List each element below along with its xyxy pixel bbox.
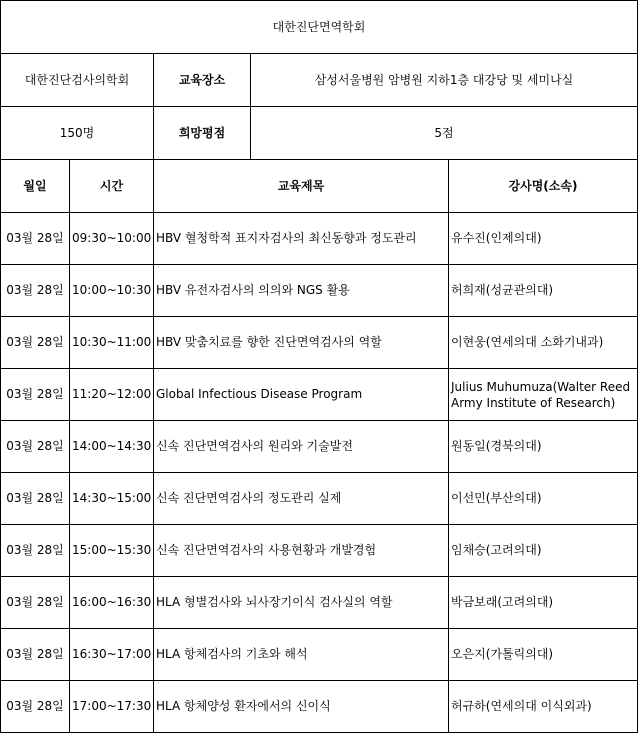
session-date: 03월 28일 bbox=[1, 629, 70, 681]
table-row bbox=[1, 421, 638, 473]
session-time: 14:30~15:00 bbox=[70, 473, 154, 525]
session-subject: 신속 진단면역검사의 원리와 기술발전 bbox=[154, 421, 449, 473]
session-time: 16:30~17:00 bbox=[70, 629, 154, 681]
session-time: 17:00~17:30 bbox=[70, 681, 154, 733]
session-subject: Global Infectious Disease Program bbox=[154, 369, 449, 421]
session-time: 10:00~10:30 bbox=[70, 265, 154, 317]
society-title: 대한진단면역학회 bbox=[1, 1, 638, 54]
column-header-lecturer: 강사명(소속) bbox=[449, 160, 638, 213]
session-subject: HLA 항체양성 환자에서의 신이식 bbox=[154, 681, 449, 733]
session-time: 15:00~15:30 bbox=[70, 525, 154, 577]
column-header-date: 월일 bbox=[1, 160, 70, 213]
session-date: 03월 28일 bbox=[1, 421, 70, 473]
session-date: 03월 28일 bbox=[1, 369, 70, 421]
table-row bbox=[1, 577, 638, 629]
session-time: 10:30~11:00 bbox=[70, 317, 154, 369]
session-subject: HBV 맞춤치료를 향한 진단면역검사의 역할 bbox=[154, 317, 449, 369]
table-row bbox=[1, 629, 638, 681]
table-row bbox=[1, 525, 638, 577]
session-subject: HBV 혈청학적 표지자검사의 최신동향과 정도관리 bbox=[154, 213, 449, 265]
session-lecturer: Julius Muhumuza(Walter Reed Army Institute of Research) bbox=[449, 369, 638, 421]
venue-value: 삼성서울병원 암병원 지하1층 대강당 및 세미나실 bbox=[251, 54, 638, 107]
capacity-value: 150명 bbox=[1, 107, 154, 160]
session-date: 03월 28일 bbox=[1, 213, 70, 265]
column-header-time: 시간 bbox=[70, 160, 154, 213]
table-row bbox=[1, 213, 638, 265]
column-header-subject: 교육제목 bbox=[154, 160, 449, 213]
session-lecturer: 이현웅(연세의대 소화기내과) bbox=[449, 317, 638, 369]
session-date: 03월 28일 bbox=[1, 525, 70, 577]
session-lecturer: 허규하(연세의대 이식외과) bbox=[449, 681, 638, 733]
session-lecturer: 원동일(경북의대) bbox=[449, 421, 638, 473]
session-subject: 신속 진단면역검사의 정도관리 실제 bbox=[154, 473, 449, 525]
column-header-row bbox=[1, 160, 638, 213]
session-subject: HLA 형별검사와 뇌사장기이식 검사실의 역할 bbox=[154, 577, 449, 629]
session-date: 03월 28일 bbox=[1, 317, 70, 369]
session-date: 03월 28일 bbox=[1, 577, 70, 629]
session-time: 14:00~14:30 bbox=[70, 421, 154, 473]
table-row bbox=[1, 473, 638, 525]
session-subject: HLA 항체검사의 기초와 해석 bbox=[154, 629, 449, 681]
session-time: 11:20~12:00 bbox=[70, 369, 154, 421]
session-subject: 신속 진단면역검사의 사용현황과 개발경험 bbox=[154, 525, 449, 577]
venue-label: 교육장소 bbox=[154, 54, 251, 107]
session-lecturer: 허희재(성균관의대) bbox=[449, 265, 638, 317]
table-row bbox=[1, 317, 638, 369]
table-row bbox=[1, 265, 638, 317]
session-subject: HBV 유전자검사의 의의와 NGS 활용 bbox=[154, 265, 449, 317]
title-row bbox=[1, 1, 638, 54]
session-time: 09:30~10:00 bbox=[70, 213, 154, 265]
session-lecturer: 오은지(가톨릭의대) bbox=[449, 629, 638, 681]
organizer-name: 대한진단검사의학회 bbox=[1, 54, 154, 107]
session-lecturer: 임채승(고려의대) bbox=[449, 525, 638, 577]
session-lecturer: 박금보래(고려의대) bbox=[449, 577, 638, 629]
points-value: 5점 bbox=[251, 107, 638, 160]
organizer-row bbox=[1, 54, 638, 107]
session-date: 03월 28일 bbox=[1, 473, 70, 525]
session-lecturer: 유수진(인제의대) bbox=[449, 213, 638, 265]
table-row bbox=[1, 369, 638, 421]
session-date: 03월 28일 bbox=[1, 681, 70, 733]
session-lecturer: 이선민(부산의대) bbox=[449, 473, 638, 525]
capacity-row bbox=[1, 107, 638, 160]
session-time: 16:00~16:30 bbox=[70, 577, 154, 629]
points-label: 희망평점 bbox=[154, 107, 251, 160]
session-date: 03월 28일 bbox=[1, 265, 70, 317]
table-row bbox=[1, 681, 638, 733]
